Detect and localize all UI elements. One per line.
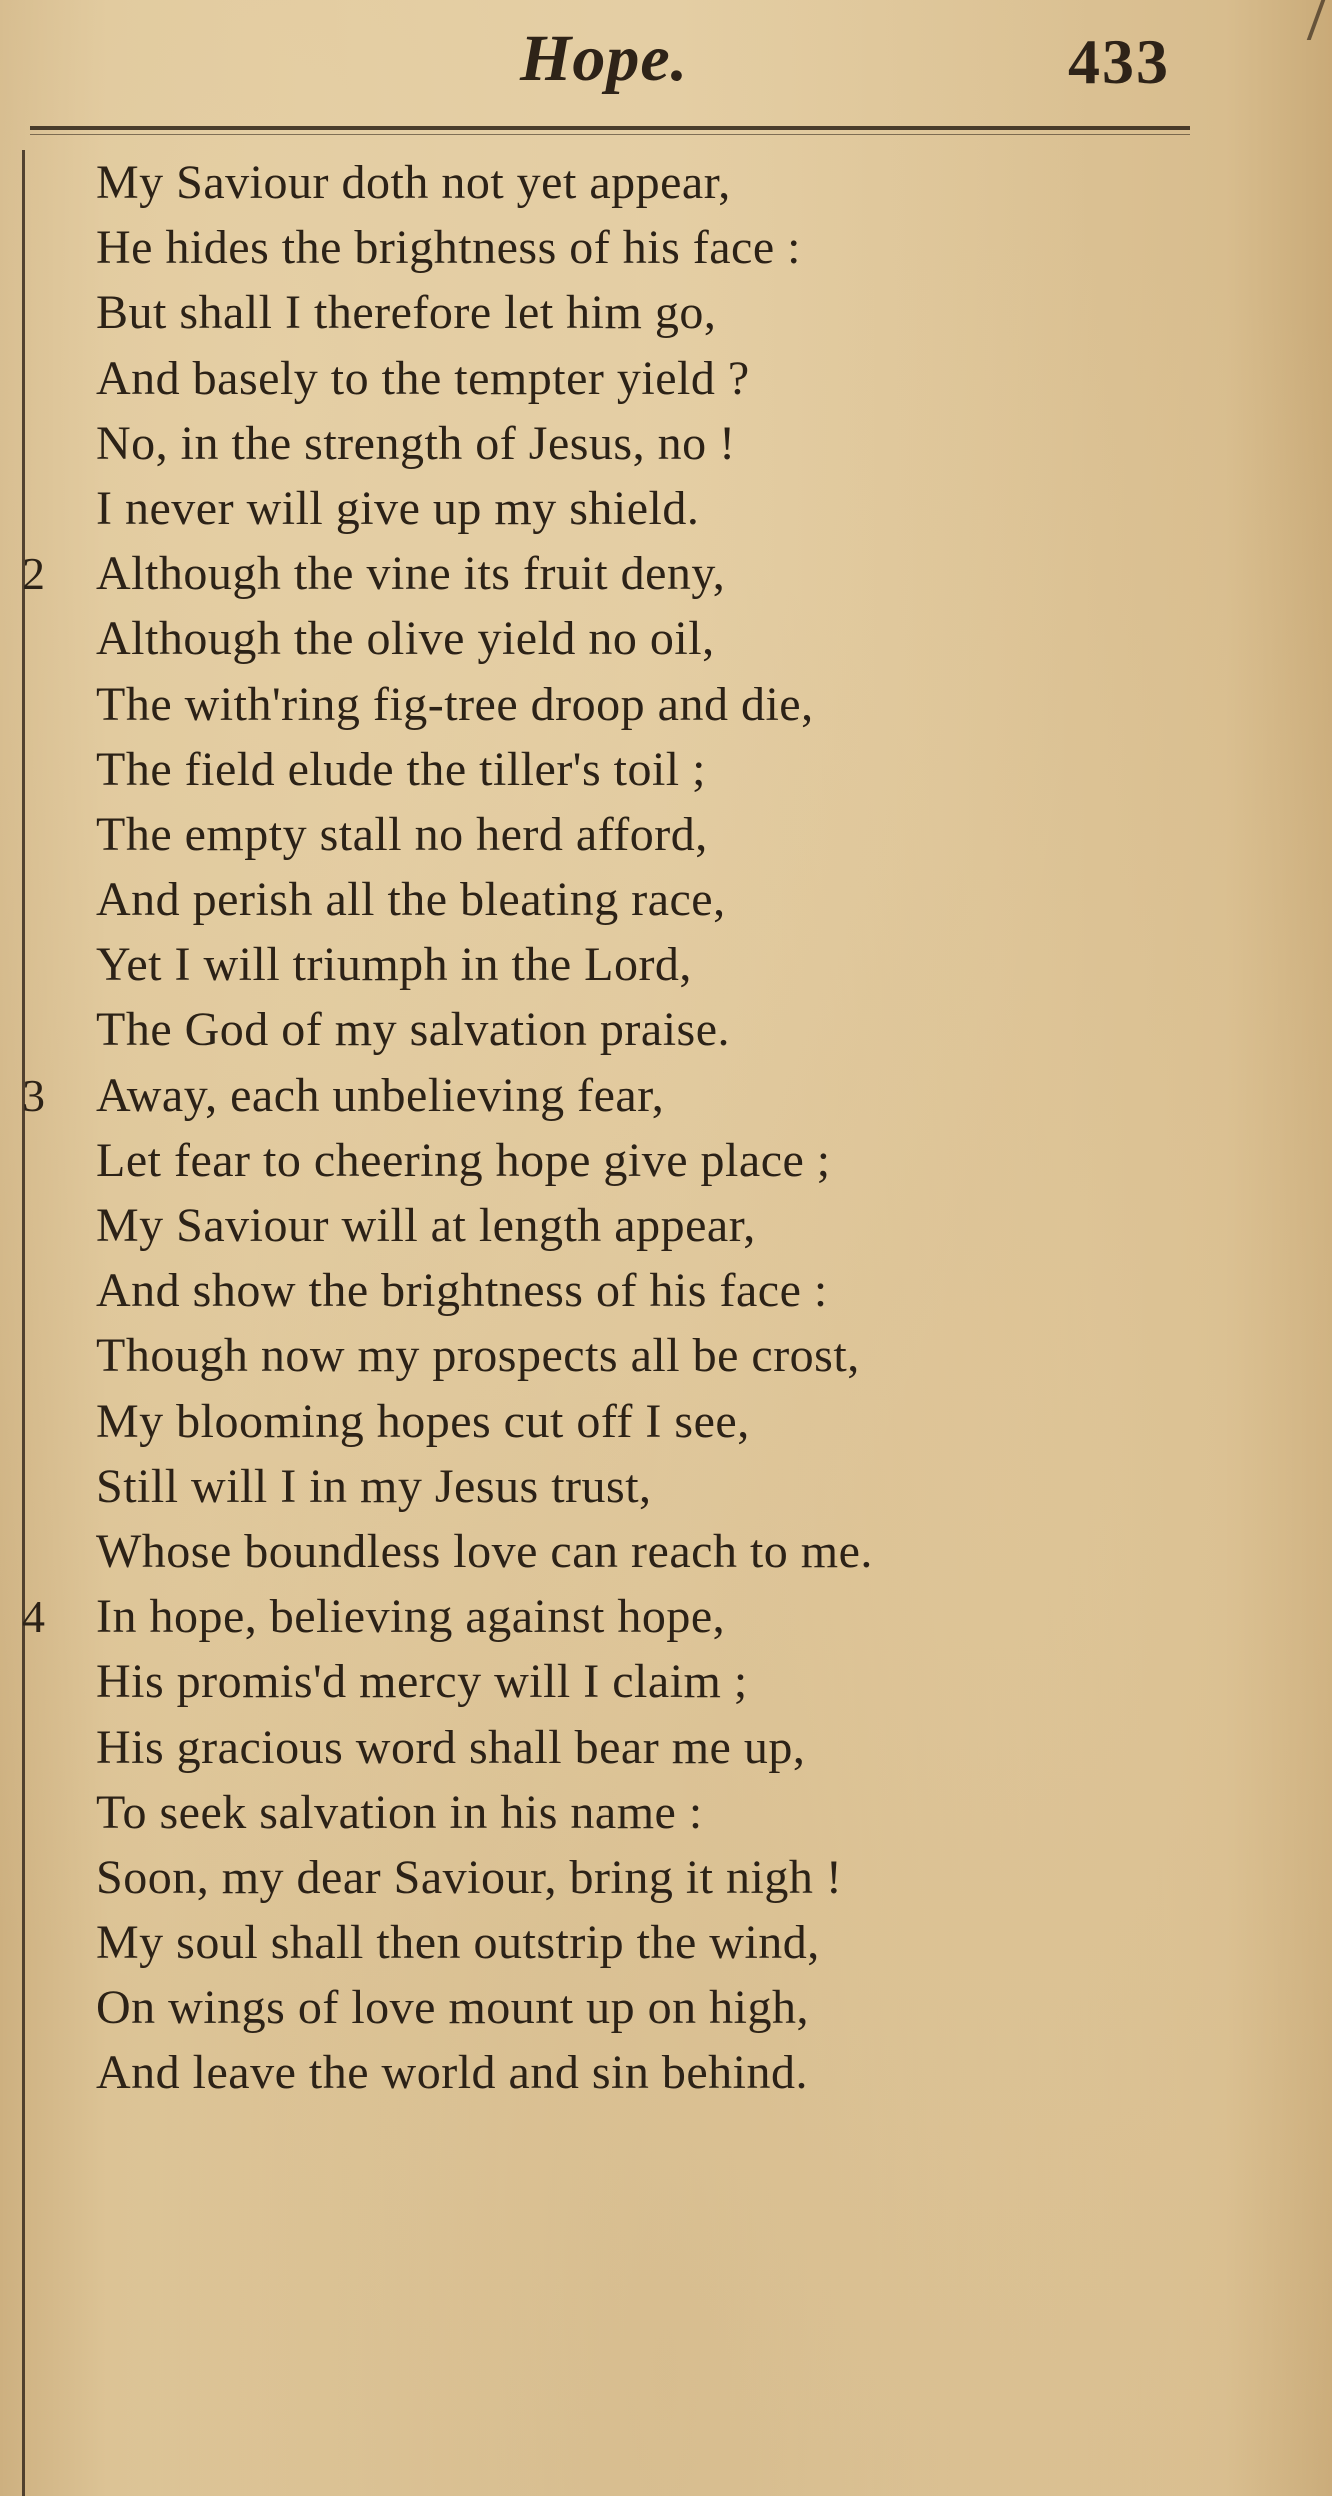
verse-text: And leave the world and sin behind.	[96, 2046, 808, 2100]
verse-text: No, in the strength of Jesus, no !	[96, 416, 736, 470]
verse-text: Though now my prospects all be crost,	[96, 1329, 860, 1383]
verse-line	[0, 280, 1332, 345]
header-rule	[30, 126, 1190, 130]
verse-line	[0, 606, 1332, 671]
verse-line	[0, 1454, 1332, 1519]
verse-text: The God of my salvation praise.	[96, 1003, 731, 1057]
header-rule-thin	[30, 134, 1190, 135]
verse-text: Although the olive yield no oil,	[96, 612, 715, 666]
verse-text: On wings of love mount up on high,	[96, 1981, 809, 2035]
verse-line	[0, 215, 1332, 280]
verse-text: My Saviour doth not yet appear,	[96, 156, 731, 209]
verse-line	[0, 672, 1332, 737]
verse-text: Away, each unbelieving fear,	[96, 1068, 665, 1122]
verse-line	[0, 346, 1332, 411]
page-number: 433	[1068, 26, 1170, 97]
verse-line	[0, 1063, 1332, 1128]
verse-line	[0, 1389, 1332, 1454]
verse-text: Although the vine its fruit deny,	[96, 547, 726, 601]
verse-text: I never will give up my shield.	[96, 481, 700, 535]
verse-line	[0, 932, 1332, 997]
verse-text: My Saviour will at length appear,	[96, 1199, 756, 1252]
verse-line	[0, 1128, 1332, 1193]
verse-line	[0, 1715, 1332, 1780]
running-title: Hope.	[520, 22, 689, 95]
verse-line	[0, 802, 1332, 867]
verse-text: Whose boundless love can reach to me.	[96, 1524, 873, 1578]
verse-line	[0, 1519, 1332, 1584]
verse-line	[0, 1649, 1332, 1714]
verse-text: My soul shall then outstrip the wind,	[96, 1916, 820, 1970]
verse-line	[0, 1584, 1332, 1649]
verse-line	[0, 1780, 1332, 1845]
verse-line	[0, 476, 1332, 541]
stanza-number: 3	[22, 1069, 45, 1121]
verse-text: Yet I will triumph in the Lord,	[96, 938, 692, 992]
verse-text: The with'ring fig-tree droop and die,	[96, 677, 814, 731]
verse-line	[0, 2040, 1332, 2105]
verse-text: His gracious word shall bear me up,	[96, 1720, 806, 1774]
verse-text: My blooming hopes cut off I see,	[96, 1394, 750, 1448]
verse-line	[0, 1975, 1332, 2040]
stanza-number: 4	[22, 1591, 45, 1643]
verse-text: His promis'd mercy will I claim ;	[96, 1655, 748, 1709]
verse-line	[0, 541, 1332, 606]
verse-line	[0, 1193, 1332, 1258]
verse-text: And perish all the bleating race,	[96, 873, 726, 927]
verse-text: To seek salvation in his name :	[96, 1785, 703, 1839]
verse-line	[0, 737, 1332, 802]
verse-line	[0, 1845, 1332, 1910]
stanza-number: 2	[22, 548, 45, 600]
verse-line	[0, 997, 1332, 1062]
verse-text: The empty stall no herd afford,	[96, 807, 708, 861]
verse-line	[0, 867, 1332, 932]
hymn-verses	[0, 150, 1332, 2106]
verse-text: He hides the brightness of his face :	[96, 221, 801, 275]
verse-line	[0, 1323, 1332, 1388]
verse-text: And basely to the tempter yield ?	[96, 351, 750, 405]
page-corner-mark	[1285, 0, 1326, 40]
verse-text: And show the brightness of his face :	[96, 1264, 828, 1318]
verse-text: In hope, believing against hope,	[96, 1590, 726, 1644]
verse-text: But shall I therefore let him go,	[96, 286, 717, 340]
verse-line	[0, 411, 1332, 476]
verse-text: Still will I in my Jesus trust,	[96, 1459, 652, 1513]
verse-line	[0, 150, 1332, 215]
verse-text: Let fear to cheering hope give place ;	[96, 1133, 831, 1187]
verse-line	[0, 1910, 1332, 1975]
verse-text: Soon, my dear Saviour, bring it nigh !	[96, 1850, 843, 1904]
verse-line	[0, 1258, 1332, 1323]
verse-text: The field elude the tiller's toil ;	[96, 742, 706, 796]
